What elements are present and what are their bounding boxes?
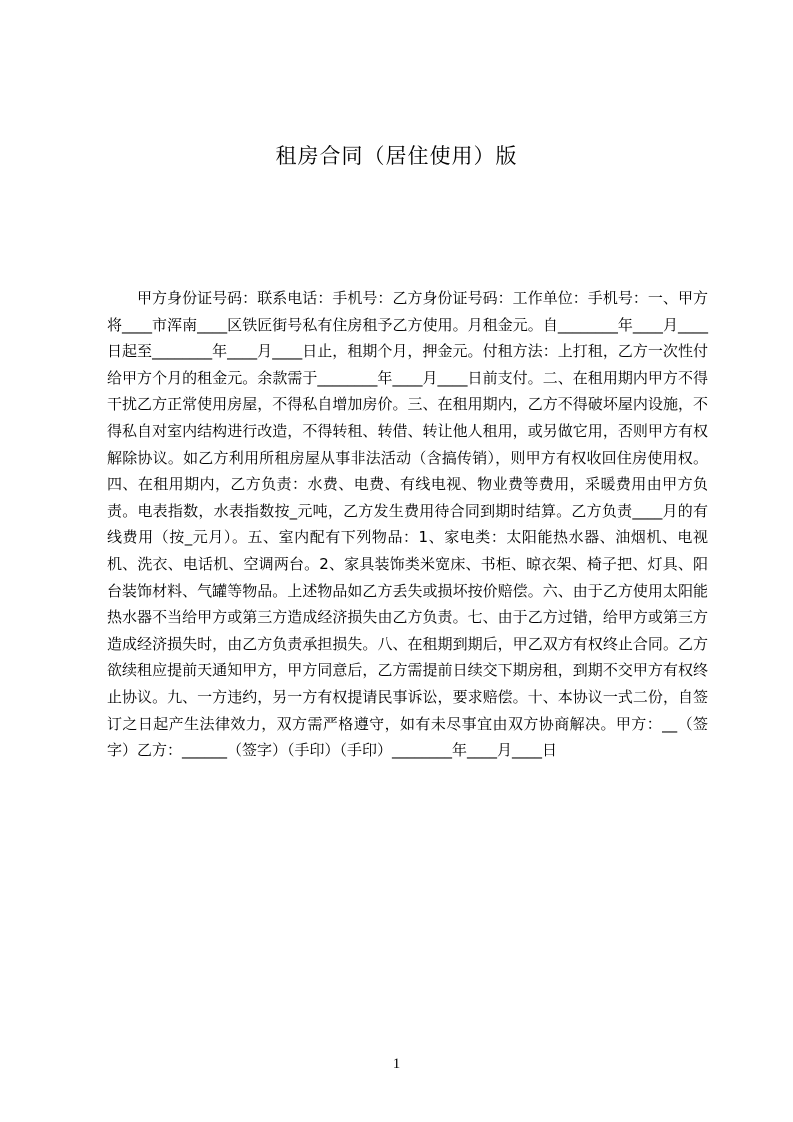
document-title: 租房合同（居住使用）版 — [275, 144, 518, 168]
contract-body: 甲方身份证号码：联系电话：手机号：乙方身份证号码：工作单位：手机号：一、甲方将____市浑南____区铁匠街号私有住房租予乙方使用。月租金元。自________年____月____日起至________年____月____日止，租期个月，押金元。付租方法：上打租，乙方一次性付给甲方个月的租金元。余款需于________年____月____日前支付。二、在租用期内甲方不得干扰乙方正常使用房屋，不得私自增加房价。三、在租用期内，乙方不得破坏屋内设施，不得私自对室内结构进行改造，不得转租、转借、转让他人租用，或另做它用，否则甲方有权解除协议。如乙方利用所租房屋从事非法活动（含搞传销），则甲方有权收回住房使用权。四、在租用期内，乙方负责：水费、电费、有线电视、物业费等费用，采暖费用由甲方负责。电表指数，水表指数按_元吨，乙方发生费用待合同到期时结算。乙方负责____月的有线费用（按_元月）。五、室内配有下列物品：1、家电类：太阳能热水器、油烟机、电视机、洗衣、电话机、空调两台。2、家具装饰类米宽床、书柜、晾衣架、椅子把、灯具、阳台装饰材料、气罐等物品。上述物品如乙方丢失或损坏按价赔偿。六、由于乙方使用太阳能热水器不当给甲方或第三方造成经济损失由乙方负责。七、由于乙方过错，给甲方或第三方造成经济损失时，由乙方负责承担损失。八、在租期到期后，甲乙双方有权终止合同。乙方欲续租应提前天通知甲方，甲方同意后，乙方需提前日续交下期房租，到期不交甲方有权终止协议。九、一方违约，另一方有权提请民事诉讼，要求赔偿。十、本协议一式二份，自签订之日起产生法律效力，双方需严格遵守，如有未尽事宜由双方协商解决。甲方：__（签字）乙方：______（签字）（手印）（手印）________年____月____日 — [107, 289, 708, 760]
page-number: 1 — [392, 1056, 401, 1072]
